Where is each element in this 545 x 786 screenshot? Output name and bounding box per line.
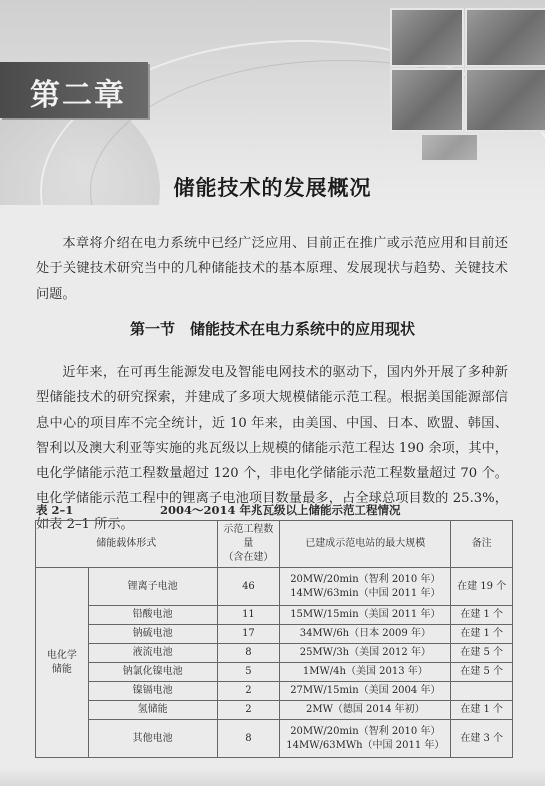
type-cell: 钠硫电池 — [88, 625, 217, 644]
table-row — [36, 625, 513, 644]
type-cell: 液流电池 — [88, 644, 217, 663]
category-cell: 电化学储能 — [36, 568, 89, 758]
count-cell: 2 — [217, 682, 280, 701]
type-cell: 铅酸电池 — [88, 606, 217, 625]
table-row — [36, 644, 513, 663]
max-scale-cell: 25MW/3h（美国 2012 年） — [280, 644, 451, 663]
count-cell: 11 — [217, 606, 280, 625]
table-row — [36, 606, 513, 625]
note-cell: 在建 5 个 — [451, 663, 513, 682]
page-bottom-shadow — [0, 768, 545, 786]
note-cell: 在建 3 个 — [451, 720, 513, 758]
type-cell: 镍镉电池 — [88, 682, 217, 701]
max-scale-line: 20MW/20min（智利 2010 年） — [290, 725, 441, 737]
max-scale-cell: 34MW/6h（日本 2009 年） — [280, 625, 451, 644]
solar-panel-image — [380, 8, 545, 158]
table-row — [36, 663, 513, 682]
note-cell: 在建 1 个 — [451, 701, 513, 720]
chapter-title: 储能技术的发展概况 — [173, 175, 372, 200]
count-cell: 8 — [217, 720, 280, 758]
type-cell: 钠氯化镍电池 — [88, 663, 217, 682]
table-row — [36, 720, 513, 758]
max-scale-cell — [280, 568, 451, 606]
table-row — [36, 568, 513, 606]
header-notes: 备注 — [451, 521, 513, 568]
note-cell: 在建 1 个 — [451, 606, 513, 625]
max-scale-line: 14MW/63MWh（中国 2011 年） — [286, 739, 445, 751]
count-cell: 8 — [217, 644, 280, 663]
header-carrier: 储能载体形式 — [36, 521, 218, 568]
section-paragraph: 近年来，在可再生能源发电及智能电网技术的驱动下，国内外开展了多种新型储能技术的研究探索，并建成了多项大规模储能示范工程。根据美国能源部信息中心的项目库不完全统计，近 10 年来，由美国、中国、日本、欧盟、韩国、智利以及澳大利亚等实施的兆瓦级以上规模的储能示范工程达 190 余项，其中，电化学储能示范工程数量超过 120 个，非电化学储能示范工程数量超过 70 个。电化学储能示范工程中的锂离子电池项目数量最多，占全球总项目数的 25.3%，如表 2–1 所示。 — [36, 365, 508, 532]
note-cell: 在建 5 个 — [451, 644, 513, 663]
type-cell: 其他电池 — [88, 720, 217, 758]
max-scale-cell: 15MW/15min（美国 2011 年） — [280, 606, 451, 625]
type-cell: 锂离子电池 — [88, 568, 217, 606]
table-title: 2004～2014 年兆瓦级以上储能示范工程情况 — [160, 503, 401, 517]
header-count-line1: 示范工程数量 — [223, 524, 274, 549]
count-cell: 17 — [217, 625, 280, 644]
section-title: 第一节 储能技术在电力系统中的应用现状 — [129, 320, 415, 338]
type-cell: 氢储能 — [88, 701, 217, 720]
table-caption — [36, 502, 516, 518]
max-scale-line: 20MW/20min（智利 2010 年） — [290, 573, 441, 585]
table-header-row — [36, 521, 513, 568]
count-cell: 5 — [217, 663, 280, 682]
note-cell — [451, 682, 513, 701]
max-scale-cell: 27MW/15min（美国 2004 年） — [280, 682, 451, 701]
intro-paragraph: 本章将介绍在电力系统中已经广泛应用、目前正在推广或示范应用和目前还处于关键技术研究当中的几种储能技术的基本原理、发展现状与趋势、关键技术问题。 — [36, 236, 508, 302]
max-scale-line: 14MW/63min（中国 2011 年） — [290, 587, 441, 599]
chapter-label: 第二章 — [30, 78, 126, 113]
count-cell: 46 — [217, 568, 280, 606]
header-count — [217, 521, 280, 568]
header-max-scale: 已建成示范电站的最大规模 — [280, 521, 451, 568]
storage-projects-table — [35, 520, 513, 758]
max-scale-cell: 1MW/4h（美国 2013 年） — [280, 663, 451, 682]
count-cell: 2 — [217, 701, 280, 720]
max-scale-cell: 2MW（德国 2014 年初） — [280, 701, 451, 720]
table-number: 表 2–1 — [36, 503, 74, 517]
table-row — [36, 682, 513, 701]
header-count-line2: （含在建） — [223, 552, 274, 563]
note-cell: 在建 1 个 — [451, 625, 513, 644]
max-scale-cell — [280, 720, 451, 758]
table-row — [36, 701, 513, 720]
note-cell: 在建 19 个 — [451, 568, 513, 606]
